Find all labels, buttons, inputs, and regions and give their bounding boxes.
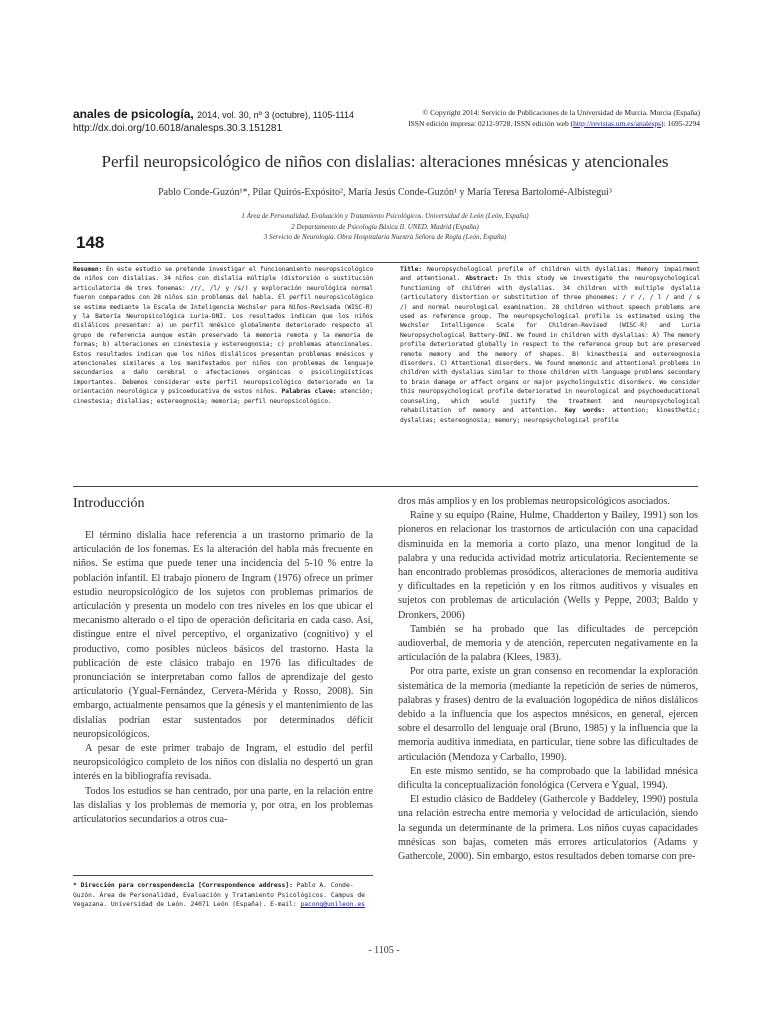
body-right-column <box>398 495 698 864</box>
paragraph: En este mismo sentido, se ha comprobado que la labilidad mnésica dificulta la conceptualización fonológica (Cervera e Ygual, 1994). <box>398 765 698 792</box>
issn-prefix: ISSN edición impresa: 0212-9728. ISSN edición web ( <box>408 119 574 128</box>
side-number: 148 <box>76 233 105 252</box>
correspondence-text: Pablo A. Conde-Guzón. Área de Personalidad, Evaluación y Tratamiento Psicológicos. Campus de Vegazana. Universidad de León. 24071 León (España). E-mail: <box>73 882 365 909</box>
journal-header <box>73 107 373 136</box>
article-title: Perfil neuropsicológico de niños con dislalias: alteraciones mnésicas y atencionales <box>101 152 669 171</box>
abstract-bottom-rule <box>73 486 698 487</box>
copyright-text: © Copyright 2014: Servicio de Publicaciones de la Universidad de Murcia. Murcia (España) <box>422 108 700 117</box>
keywords-en: attention; kinesthetic; dyslalias; estereognosia; memory; neuropsychological profile <box>400 407 700 424</box>
body-left-column <box>73 495 373 827</box>
page-number: - 1105 - <box>368 945 400 956</box>
keywords-es-label: Palabras clave: <box>281 388 337 396</box>
paragraph: El estudio clásico de Baddeley (Gathercole y Baddeley, 1990) postula una relación estrecha entre memoria y velocidad de articulación, siendo la segunda un determinante de la primera. Los niños cuyas capacidades mnésicas son bajas, cometen más errores articulatorios (Adams y Gathercole, 2000). Sin embargo, estos resultados deben tomarse con pre- <box>398 794 698 863</box>
issn-suffix: ): 1695-2294 <box>661 119 700 128</box>
paragraph: El término dislalia hace referencia a un trastorno primario de la articulación de los fonemas. Es la alteración del habla más frecuente en niños. Se estima que puede tener una incidencia del 5-10 % entre la población infantil. El trabajo pionero de Ingram (1976) ofrece un primer estudio neuropsicológico de los sujetos con problemas primarios de articulación y presenta un modelo con tres niveles en los que ubicar el mecanismo alterado o el tipo de operación deficitaria en cada caso. Así, distingue entre el nivel perceptivo, el organizativo (cognitivo) y el productivo, como posibles núcleos básicos del trastorno. Hasta la publicación de este clásico trabajo en 1976 las dificultades de pronunciación se interpretaban como fallos de aprendizaje del gesto articulatorio (Ygual-Fernández, Cervera-Mérida y Rosso, 2008). Sin embargo, actualmente pensamos que la génesis y el mantenimiento de las dislalias podrían estar sustentados por determinados déficit neuropsicológicos. <box>73 530 373 740</box>
paragraph: Raine y su equipo (Raine, Hulme, Chadderton y Bailey, 1991) son los pioneros en relacionar los trastornos de articulación con una capacidad disminuida en la memoria a corto plazo, una menor longitud de la palabra y una reducida actividad motriz articulatoria. Recientemente se han encontrado problemas prosódicos, alteraciones de memoria auditiva y dificultades en la repetición y en los ritmos auditivos y visuales en sujetos con problemas de articulación (Wells y Peppe, 2003; Baldo y Dronkers, 2006) <box>398 510 698 621</box>
paragraph: Todos los estudios se han centrado, por una parte, en la relación entre las dislalias y los problemas de memoria y, por otra, en los problemas articulatorios secundarios a otros cua- <box>73 785 373 826</box>
correspondence-footnote <box>73 875 373 910</box>
paragraph: dros más amplios y en los problemas neuropsicológicos asociados. <box>398 496 670 507</box>
section-heading-introduccion: Introducción <box>73 496 145 511</box>
abstract-en-text: In this study we investigate the neuropsychological functioning of children with dyslalias. 34 children with multiple dyslalia (articulatory distortion or substitution of three phonemes: / r /, / l / and / s /) and normal neurological examination. 28 children without speech problems are used as reference group. The neuropsychological profile is estimated using the Wechsler Intelligence Scale for Children-Revised (WISC-R) and Luria Neuropsychological Battery-DNI. We found in children with dyslalias: A) The memory profile deteriorated globally in respect to the reference group but are preserved remote memory and the memory of shapes. B) kinesthesia and estereognosia disorders. C) Attentional disorders. We found mnemonic and attentional problems in children with dyslalias similar to those children with language problems secondary to brain damage or affect organs or major psycholinguistic disorders. We consider this neuropsychological profile deteriorated in neurological and psychoeducational counseling, which would justify the treatment and neuropsychological rehabilitation of memory and attention. <box>400 275 700 415</box>
paragraph: A pesar de este primer trabajo de Ingram, el estudio del perfil neuropsicológico completo de los niños con dislalia no despertó un gran interés en la bibliografía revisada. <box>73 743 373 783</box>
journal-name: anales de psicología, <box>73 107 194 121</box>
abstract-es-label: Resumen: <box>73 266 103 273</box>
journal-website-link[interactable]: http://revistas.um.es/analesps <box>573 119 662 128</box>
paragraph: También se ha probado que las dificultades de percepción audioverbal, de memoria y de atención, repercuten negativamente en la articulación de la palabra (Klees, 1983). <box>398 623 698 664</box>
abstract-spanish <box>73 265 373 406</box>
copyright-block <box>370 107 700 129</box>
affiliation-3: 3 Servicio de Neurología. Obra Hospitalaria Nuestra Señora de Regla (León, España) <box>263 233 507 241</box>
correspondence-label: * Dirección para correspondencia [Correspondence address]: <box>73 882 293 889</box>
keywords-en-label: Key words: <box>564 407 605 415</box>
affiliations <box>140 211 630 243</box>
affiliation-2: 2 Departamento de Psicología Básica II. UNED. Madrid (España) <box>291 222 479 231</box>
doi-link[interactable]: http://dx.doi.org/10.6018/analesps.30.3.151281 <box>73 123 283 134</box>
paragraph: Por otra parte, existe un gran consenso en recomendar la exploración sistemática de la memoria (mediante la repetición de series de números, palabras y frases) dentro de la evaluación logopédica de niños dislálicos debido a la influencia que los aspectos mnésicos, en general, ejercen sobre el desarrollo del lenguaje oral (Bruno, 1985) y la influencia que la memoria auditiva inmediata, en particular, tiene sobre las dificultades de articulación (Mendoza y Carballo, 1990). <box>398 666 698 763</box>
abstract-english <box>400 265 700 425</box>
article-authors: Pablo Conde-Guzón¹*, Pilar Quirós-Expósito², María Jesús Conde-Guzón¹ y María Teresa Bartolomé-Albistegui³ <box>158 187 612 198</box>
abstract-top-rule <box>73 262 698 263</box>
journal-issue: 2014, vol. 30, nº 3 (octubre), 1105-1114 <box>197 110 354 120</box>
title-en: Neuropsychological profile of children with dyslalias: Memory impairment and attentional. <box>400 266 700 283</box>
title-en-label: Title: <box>400 266 422 273</box>
journal-citation <box>73 107 373 122</box>
abstract-en-label: Abstract: <box>465 275 499 283</box>
abstract-es-text: En este estudio se pretende investigar el funcionamiento neuropsicológico de niños con dislalias. 34 niños con dislalia múltiple (distorsión o sustitución articulatoria de tres fonemas: /r/, /l/ y /s/) y exploración neurológica normal fueron comparados con 28 niños sin problemas del habla. El perfil neuropsicológico se estima mediante la Escala de Inteligencia Wechsler para Niños-Revisada (WISC-R) y la Batería Neuropsicológica Luria-DNI. Los resultados indican que los niños dislálicos presentan: a) un perfil mnésico globalmente deteriorado respecto al grupo de referencia aunque están preservado la memoria remota y la memoria de formas; b) alteraciones en cinestesia y estereognosia; c) problemas atencionales. Estos resultados indican que los niños dislálicos presentan problemas mnésicos y atencionales similares a los manifestados por niños con problemas de lenguaje secundarios a daño cerebral o afectaciones orgánicas o psicolingüísticas importantes. Debemos considerar este perfil neuropsicológico deteriorado en la orientación neurológica y psicoeducativa de estos niños. <box>73 266 373 396</box>
keywords-es: atención; cinestesia; dislalias; estereognosia; memoria; perfil neuropsicológico. <box>73 388 373 405</box>
affiliation-1: 1 Área de Personalidad, Evaluación y Tratamiento Psicológicos. Universidad de León (León, España) <box>241 212 529 220</box>
email-link[interactable]: pacong@unileon.es <box>300 901 365 909</box>
issn-line <box>370 118 700 129</box>
